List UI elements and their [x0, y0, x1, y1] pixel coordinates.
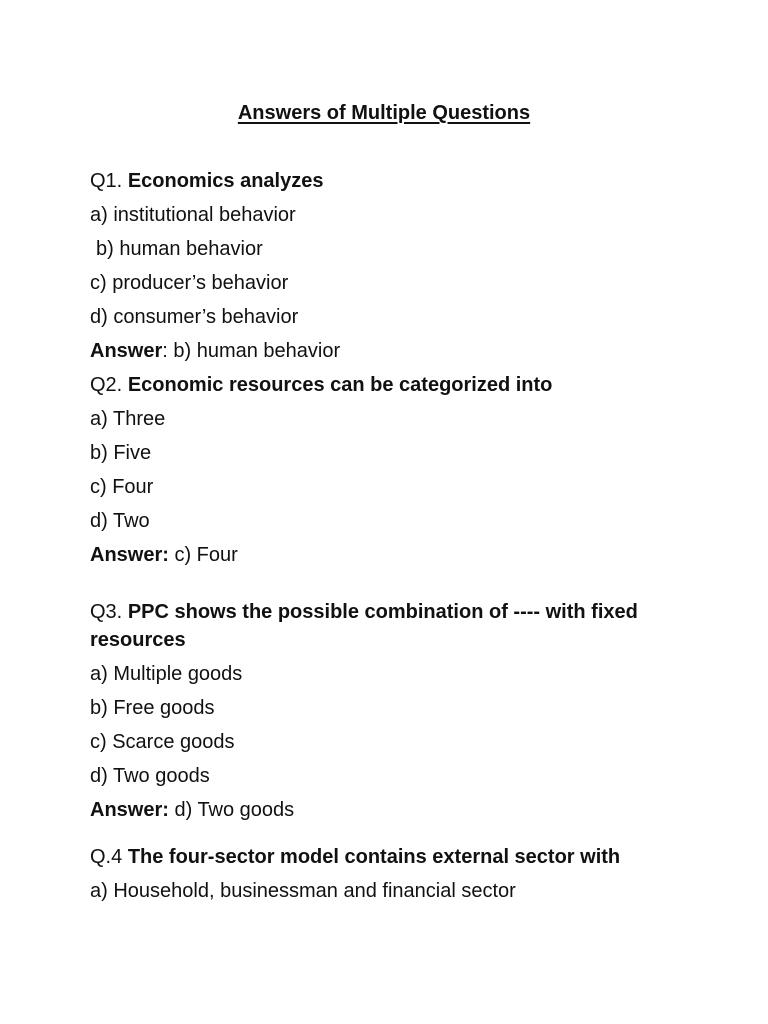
option-item: a) Three — [90, 408, 166, 430]
answer-line — [90, 542, 238, 568]
option-item: a) Multiple goods — [90, 663, 243, 685]
question-text: Economics analyzes — [127, 170, 324, 192]
question-text: PPC shows the possible combination of ---- with fixed — [127, 601, 638, 623]
option-item: c) Four — [90, 476, 154, 498]
option-item: d) Two — [90, 510, 150, 532]
question-1 — [90, 168, 323, 194]
answer-text: c) Four — [168, 544, 238, 566]
question-text: Economic resources can be categorized into — [127, 374, 553, 396]
option-item: b) Free goods — [90, 697, 215, 719]
question-number: Q1. — [90, 170, 123, 192]
option-item: a) institutional behavior — [90, 204, 296, 226]
option-item: c) Scarce goods — [90, 731, 235, 753]
answer-label: Answer: — [90, 799, 169, 821]
answer-text: : b) human behavior — [162, 340, 341, 362]
answer-line — [90, 338, 340, 364]
question-number: Q3. — [90, 601, 123, 623]
question-number: Q2. — [90, 374, 123, 396]
option-item: d) consumer’s behavior — [90, 306, 299, 328]
option-item: b) Five — [90, 442, 152, 464]
question-text-continued: resources — [90, 629, 186, 651]
question-3 — [90, 599, 638, 625]
question-4 — [90, 844, 620, 870]
option-item: d) Two goods — [90, 765, 210, 787]
answer-line — [90, 797, 294, 823]
option-item: b) human behavior — [96, 238, 263, 260]
answer-label: Answer — [90, 340, 163, 362]
option-item: c) producer’s behavior — [90, 272, 289, 294]
question-2 — [90, 372, 552, 398]
option-item: a) Household, businessman and financial sector — [90, 880, 516, 902]
page-title: Answers of Multiple Questions — [237, 102, 531, 124]
question-text: The four-sector model contains external sector with — [127, 846, 621, 868]
answer-label: Answer: — [90, 544, 169, 566]
answer-text: d) Two goods — [168, 799, 295, 821]
question-number: Q.4 — [90, 846, 123, 868]
